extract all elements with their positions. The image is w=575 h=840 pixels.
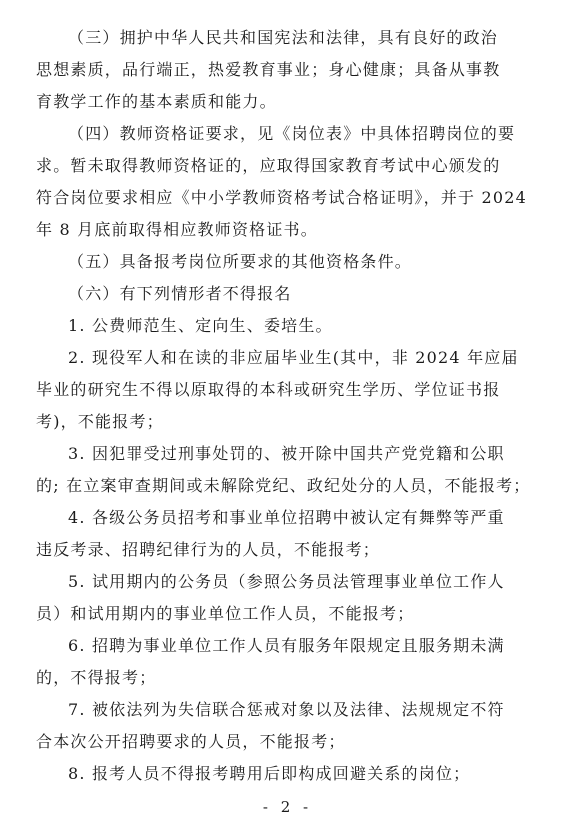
- text-line: 思想素质，品行端正，热爱教育事业；身心健康；具备从事教: [36, 60, 501, 79]
- text-line: 7. 被依法列为失信联合惩戒对象以及法律、法规规定不符: [68, 700, 505, 719]
- text-line: 4. 各级公务员招考和事业单位招聘中被认定有舞弊等严重: [68, 508, 505, 527]
- text-line: （四）教师资格证要求，见《岗位表》中具体招聘岗位的要: [68, 124, 516, 143]
- text-line: 8. 报考人员不得报考聘用后即构成回避关系的岗位；: [68, 764, 471, 783]
- text-line: 违反考录、招聘纪律行为的人员，不能报考；: [36, 540, 381, 559]
- page-number: - 2 -: [262, 798, 313, 816]
- text-line: 育教学工作的基本素质和能力。: [36, 92, 277, 111]
- text-line: 求。暂未取得教师资格证的，应取得国家教育考试中心颁发的: [36, 156, 501, 175]
- text-line: 考)，不能报考；: [36, 412, 164, 431]
- text-line: （三）拥护中华人民共和国宪法和法律，具有良好的政治: [68, 28, 499, 47]
- text-line: 1. 公费师范生、定向生、委培生。: [68, 316, 333, 335]
- text-line: 的，不得报考；: [36, 668, 157, 687]
- text-line: 毕业的研究生不得以原取得的本科或研究生学历、学位证书报: [36, 380, 501, 399]
- text-line: （六）有下列情形者不得报名: [68, 284, 292, 303]
- text-line: 5. 试用期内的公务员（参照公务员法管理事业单位工作人: [68, 572, 505, 591]
- text-line: 员）和试用期内的事业单位工作人员，不能报考；: [36, 604, 415, 623]
- text-line: 年 8 月底前取得相应教师资格证书。: [36, 220, 318, 239]
- text-line: 合本次公开招聘要求的人员，不能报考；: [36, 732, 346, 751]
- text-line: 6. 招聘为事业单位工作人员有服务年限规定且服务期未满: [68, 636, 505, 655]
- document-body: [36, 22, 536, 790]
- text-line: 3. 因犯罪受过刑事处罚的、被开除中国共产党党籍和公职: [68, 444, 505, 463]
- text-line: （五）具备报考岗位所要求的其他资格条件。: [68, 252, 413, 271]
- text-line: 符合岗位要求相应《中小学教师资格考试合格证明》，并于 2024: [36, 188, 528, 207]
- text-line: 的; 在立案审查期间或未解除党纪、政纪处分的人员，不能报考；: [36, 476, 531, 495]
- text-line: 2. 现役军人和在读的非应届毕业生(其中，非 2024 年应届: [68, 348, 519, 367]
